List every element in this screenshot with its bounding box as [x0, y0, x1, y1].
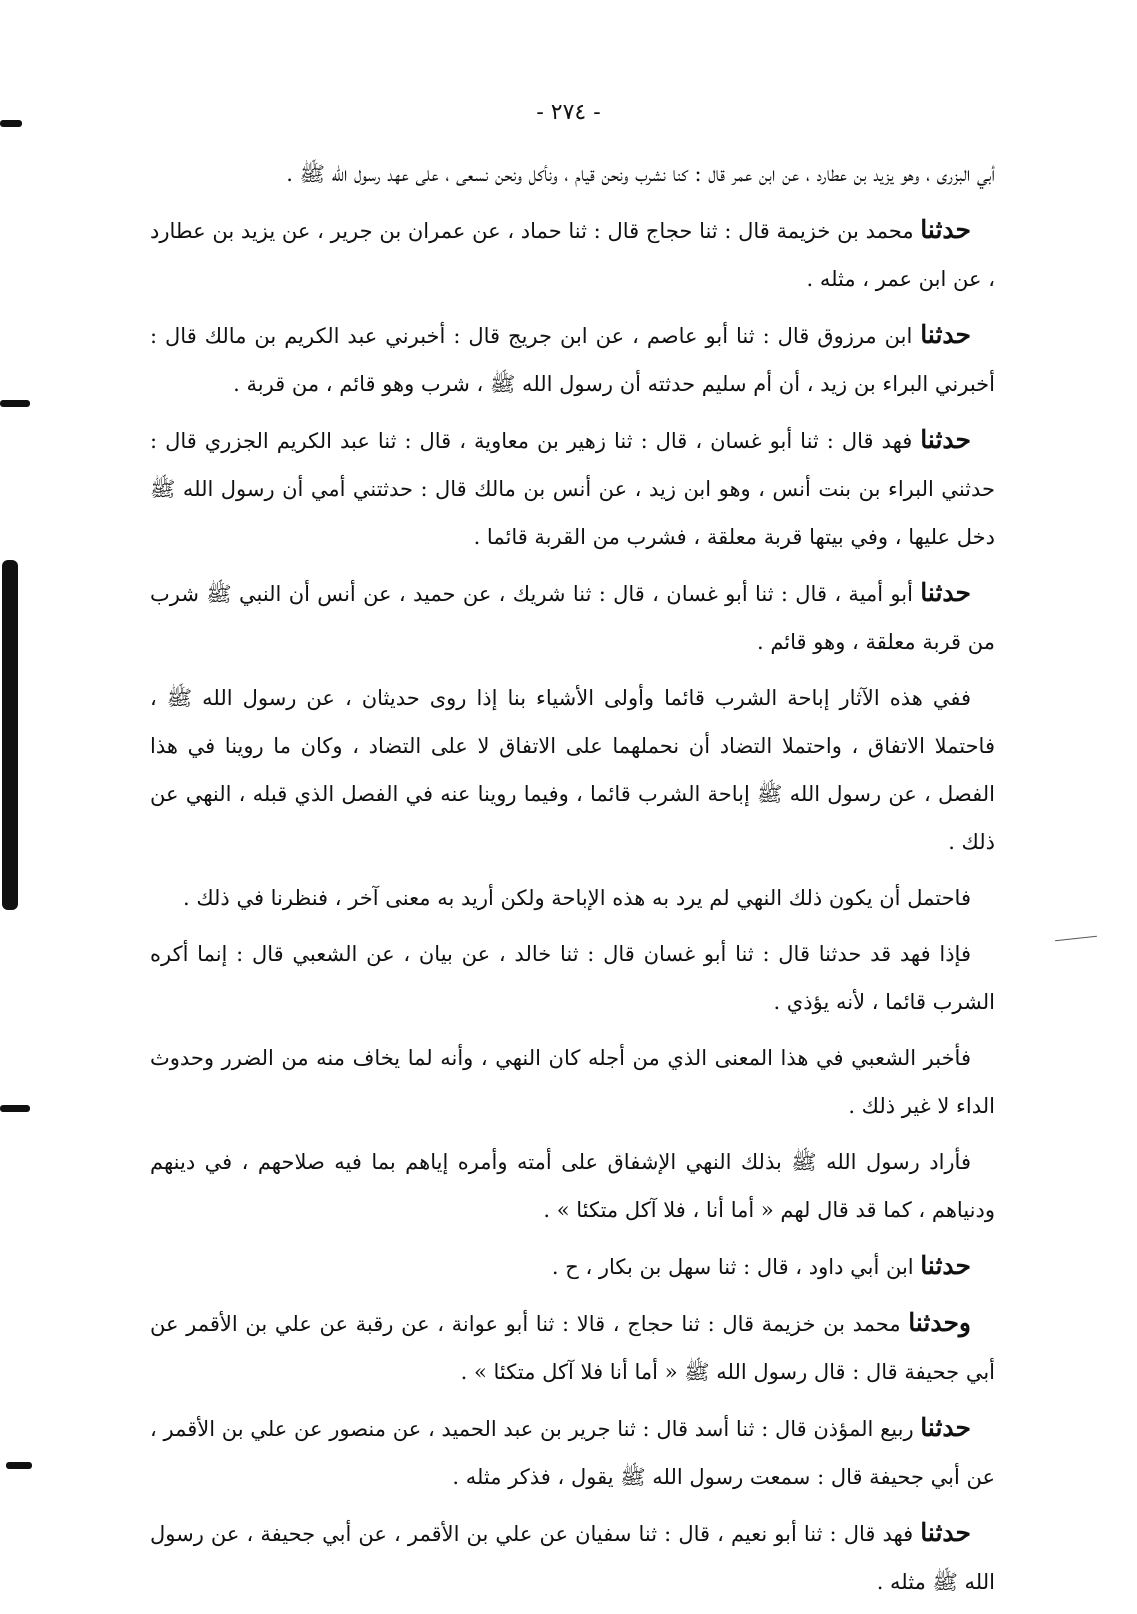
paragraph: حدثنا فهد قال : ثنا أبو غسان ، قال : ثنا زهير بن معاوية ، قال : ثنا عبد الكريم الجزري قال : حدثني البراء بن بنت أنس ، وهو ابن زيد ، عن أنس بن مالك قال : حدثتني أمي أن رسول الله ﷺ دخل عليها ، وفي بيتها قربة معلقة ، فشرب من القربة قائما . [150, 425, 995, 549]
body-text [150, 150, 995, 1614]
scan-margin-mark [6, 1462, 32, 1469]
paragraph: أبي البزرى ، وهو يزيد بن عطارد ، عن ابن عمر قال : كنا نشرب ونحن قيام ، ونأكل ونحن نسعى ، على عهد رسول الله ﷺ . [286, 162, 995, 186]
scan-binding-edge [2, 560, 18, 910]
stray-pen-line [1055, 936, 1097, 941]
hadith-keyword: وحدثنا [908, 1308, 971, 1337]
paragraph: فأراد رسول الله ﷺ بذلك النهي الإشفاق على أمته وأمره إياهم بما فيه صلاحهم ، في دينهم ودنياهم ، كما قد قال لهم « أما أنا ، فلا آكل متكئا » . [150, 1150, 995, 1222]
hadith-keyword: حدثنا [920, 425, 971, 454]
paragraph: حدثنا ابن مرزوق قال : ثنا أبو عاصم ، عن ابن جريج قال : أخبرني عبد الكريم بن مالك قال : أخبرني البراء بن زيد ، أن أم سليم حدثته أن رسول الله ﷺ ، شرب وهو قائم ، من قربة . [150, 320, 995, 396]
paragraph: وحدثنا محمد بن خزيمة قال : ثنا حجاج ، قالا : ثنا أبو عوانة ، عن رقبة عن علي بن الأقمر عن أبي جحيفة قال : قال رسول الله ﷺ « أما أنا فلا آكل متكئا » . [150, 1308, 995, 1384]
paragraph: حدثنا فهد قال : ثنا أبو نعيم ، قال : ثنا سفيان عن علي بن الأقمر ، عن أبي جحيفة ، عن رسول الله ﷺ مثله . [150, 1518, 995, 1594]
paragraph: حدثنا ابن أبي داود ، قال : ثنا سهل بن بكار ، ح . [551, 1251, 971, 1280]
hadith-keyword: حدثنا [920, 578, 971, 607]
paragraph: فإذا فهد قد حدثنا قال : ثنا أبو غسان قال : ثنا خالد ، عن بيان ، عن الشعبي قال : إنما أكره الشرب قائما ، لأنه يؤذي . [150, 942, 995, 1014]
page-number: - ٢٧٤ - [536, 100, 601, 125]
paragraph: حدثنا ربيع المؤذن قال : ثنا أسد قال : ثنا جرير بن عبد الحميد ، عن منصور عن علي بن الأقمر ، عن أبي جحيفة قال : سمعت رسول الله ﷺ يقول ، فذكر مثله . [150, 1413, 995, 1489]
hadith-keyword: حدثنا [920, 1518, 971, 1547]
scan-margin-mark [0, 1105, 30, 1112]
paragraph: فاحتمل أن يكون ذلك النهي لم يرد به هذه الإباحة ولكن أريد به معنى آخر ، فنظرنا في ذلك . [182, 886, 971, 910]
hadith-keyword: حدثنا [920, 1251, 971, 1280]
paragraph: حدثنا أبو أمية ، قال : ثنا أبو غسان ، قال : ثنا شريك ، عن حميد ، عن أنس أن النبي ﷺ شرب من قربة معلقة ، وهو قائم . [150, 578, 995, 654]
paragraph: حدثنا محمد بن خزيمة قال : ثنا حجاج قال : ثنا حماد ، عن عمران بن جرير ، عن يزيد بن عطارد ، عن ابن عمر ، مثله . [150, 215, 995, 291]
scan-margin-mark [0, 400, 30, 407]
paragraph: فأخبر الشعبي في هذا المعنى الذي من أجله كان النهي ، وأنه لما يخاف منه من الضرر وحدوث الداء لا غير ذلك . [150, 1046, 995, 1118]
hadith-keyword: حدثنا [920, 215, 971, 244]
paragraph: ففي هذه الآثار إباحة الشرب قائما وأولى الأشياء بنا إذا روى حديثان ، عن رسول الله ﷺ ، فاحتملا الاتفاق ، واحتملا التضاد أن نحملهما على الاتفاق لا على التضاد ، وكان ما روينا في هذا الفصل ، عن رسول الله ﷺ إباحة الشرب قائما ، وفيما روينا عنه في الفصل الذي قبله ، النهي عن ذلك . [150, 686, 995, 854]
hadith-keyword: حدثنا [920, 1413, 971, 1442]
hadith-keyword: حدثنا [920, 320, 971, 349]
